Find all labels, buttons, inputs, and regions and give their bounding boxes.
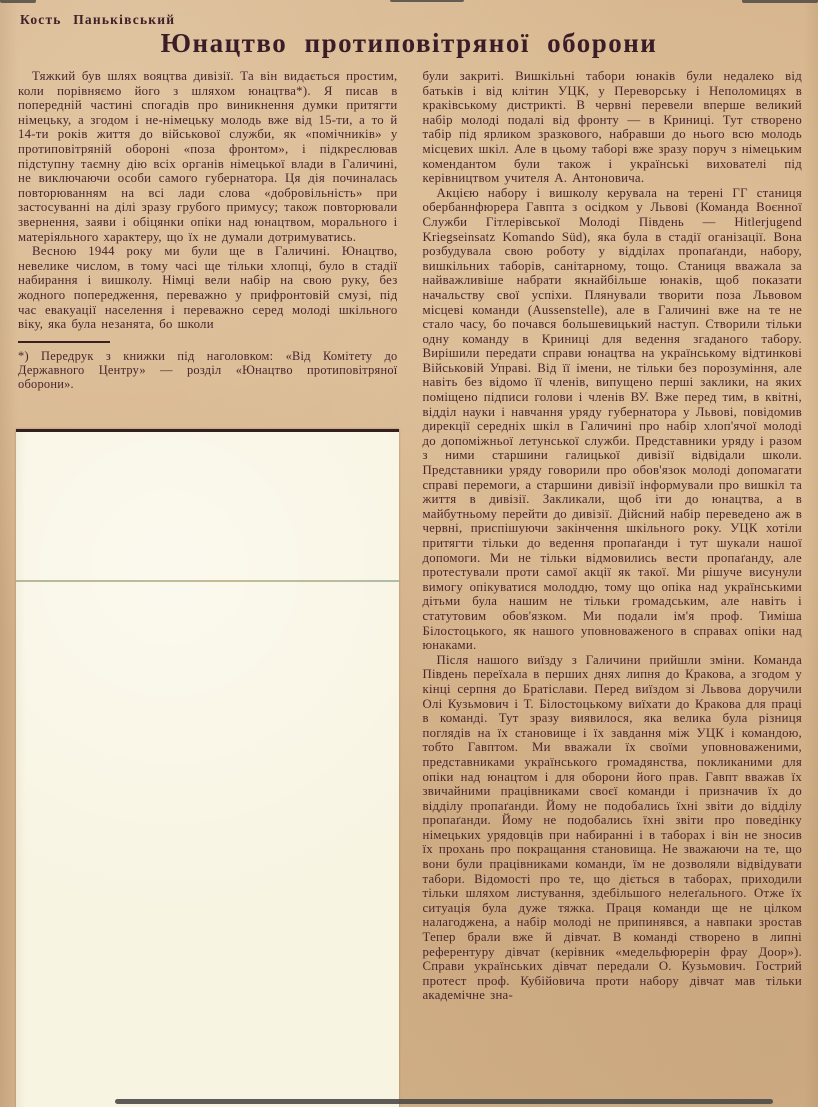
paragraph: Весною 1944 року ми були ще в Галичині. Юнацтво, невелике числом, в тому часі ще тільки хлопці, було в стадії набирання і вишколу. Німці вели набір на свою руку, без жодного попередження, переважно у прифронтовій смузі, під час евакуації населення і переважно серед молоді шкільного віку, яка була незанята, бо школи [18, 244, 398, 332]
paragraph: Тяжкий був шлях вояцтва дивізії. Та він видається простим, коли порівняємо його з шляхом юнацтва*). Я писав в попередній частині спогадів про виникнення думки притягти німецьку, а згодом і не-німецьку молодь вже від 15-ти, а то й 14-ти років життя до військової служби, як «помічників» у протиповітряній обороні «поза фронтом», і підкреслював підступну таємну дію всіх органів німецької влади в Галичині, не виключаючи особи самого губернатора. Ця дія починалась повторюванням на всі лади слова «добровільність» при застосуванні на ділі зразу грубого примусу; також повторювали звернення, заяви і обіцянки опіки над юнацтвом, морального і матеріяльного характеру, що їх не думали дотримуватись. [18, 69, 398, 244]
paragraph: були закриті. Вишкільні табори юнаків були недалеко від батьків і від клітин УЦК, у Переворську і Неполомицях в краківському дистрикті. В червні перевели вперше великий набір молоді подалі від фронту — в Криниці. Тут створено табір під ярликом зразкового, набравши до нього всю молодь місцевих шкіл. Але в цьому таборі вже зразу поруч з німецьким комендантом були також і українські вихователі під керівництвом учителя А. Антоновича. [422, 69, 802, 186]
scan-bottom-artifact [115, 1099, 773, 1104]
blank-pasted-area [16, 429, 399, 1107]
fold-line [16, 580, 399, 582]
scan-edge-artifact [0, 0, 36, 3]
page-title: Юнацтво протиповітряної оборони [160, 28, 658, 58]
footnote: *) Передрук з книжки під наголовком: «Від Комітету до Державного Центру» — розділ «Юнацтво протиповітряної оборони». [18, 348, 398, 392]
footnote-divider [18, 341, 110, 343]
scan-edge-artifact [390, 0, 464, 2]
author-name: Кость Паньківський [20, 12, 176, 27]
right-column [423, 69, 803, 1003]
paragraph: Після нашого виїзду з Галичини прийшли зміни. Команда Південь переїхала в перших днях липня до Кракова, а згодом у кінці серпня до Братіслави. Перед виїздом зі Львова доручили Олі Кузьмович і Т. Білостоцькому виїхати до Кракова для праці в команді. Тут зразу виявилося, яка велика була різниця поглядів на їх становище і їх завдання між УЦК і командою, тобто Гавптом. Ми вважали їх своїми уповноваженими, представниками українського громадянства, покликаними для опіки над юнацтом і для оборони його прав. Гавпт вважав їх звичайними працівниками своєї команди і призначив їх до відділу пропаґанди. Йому не подобались їхні звіти до відділу пропаґанди. Йому не подобались їхні звіти про поведінку німецьких урядовців при набиранні і в таборах і він не зносив їх прохань про покращання становища. Не зважаючи на те, що вони були працівниками команди, їм не дозволяли відвідувати табори. Відомості про те, що діється в таборах, приходили тільки шляхом листування, здебільшого нелеґального. Отже їх ситуація була дуже тяжка. Праця команди ще не цілком налагоджена, а набір молоді не припинявся, а навпаки зростав Тепер брали вже й дівчат. В команді створено в липні референтуру дівчат (керівник «медельфюрерін фрау Доор»). Справи українських дівчат передали О. Кузьмович. Гострий протест проф. Кубійовича проти набору дівчат мав тільки академічне зна- [422, 652, 802, 1003]
paragraph: Акцією набору і вишколу керувала на терені ГГ станиця обербаннфюрера Гавпта з осідком у Львові (Команда Воєнної Служби Гітлерівської Молоді Південь — Hitlerjugend Kriegseinsatz Komando Süd), яка була в стадії оганізації. Вона розбудувала свою роботу у відділах пропаґанди, набору, вишкільних таборів, санітарному, тощо. Станиця вважала за найважливіше набрати якнайбільше юнаків, щоб показати начальству свої успіхи. Плянували творити поза Львовом місцеві команди (Aussenstelle), але в Галичині вже на те не стало часу, бо почався большевицький наступ. Створили тільки одну команду в Криниці для ведення згаданого табору. Вирішили передати справи юнацтва на українському відтинкові Військовій Управі. Від її імени, не тільки без порозуміння, але навіть без відомо її членів, випущено перші заклики, на яких поміщено підписи голови і членів ВУ. Вже перед тим, в квітні, відділ науки і навчання уряду губернатора у Львові, повідомив дирекції середніх шкіл в Галичині про набір хлоп'ячої молоді до допоміжньої летунської служби. Представники уряду і разом з ними старшини галицької дивізії відвідали школи. Представники уряду говорили про обов'язок молоді допомагати справі перемоги, а старшини дивізії інформували про вишкіл та життя в дивізії. Закликали, щоб іти до юнацтва, а в майбутньому перейти до дивізії. Дійсний набір переведено аж в червні, приспішуючи закінчення шкільного року. УЦК хотіли притягти тільки до ведення пропаґанди і тут шукали нашої допомоги. Ми не тільки відмовились вести пропаґанду, але протестували проти самої акції як такої. Ми рішуче висунули вимогу опікуватися молоддю, тому що опіка над українськими дітьми була нашим не тільки громадським, але навіть і статутовим обов'язком. Ми подали ім'я проф. Тиміша Білостоцького, як нашого уповноваженого в справах опіки над юнаками. [422, 185, 802, 653]
scan-edge-artifact [742, 0, 818, 3]
